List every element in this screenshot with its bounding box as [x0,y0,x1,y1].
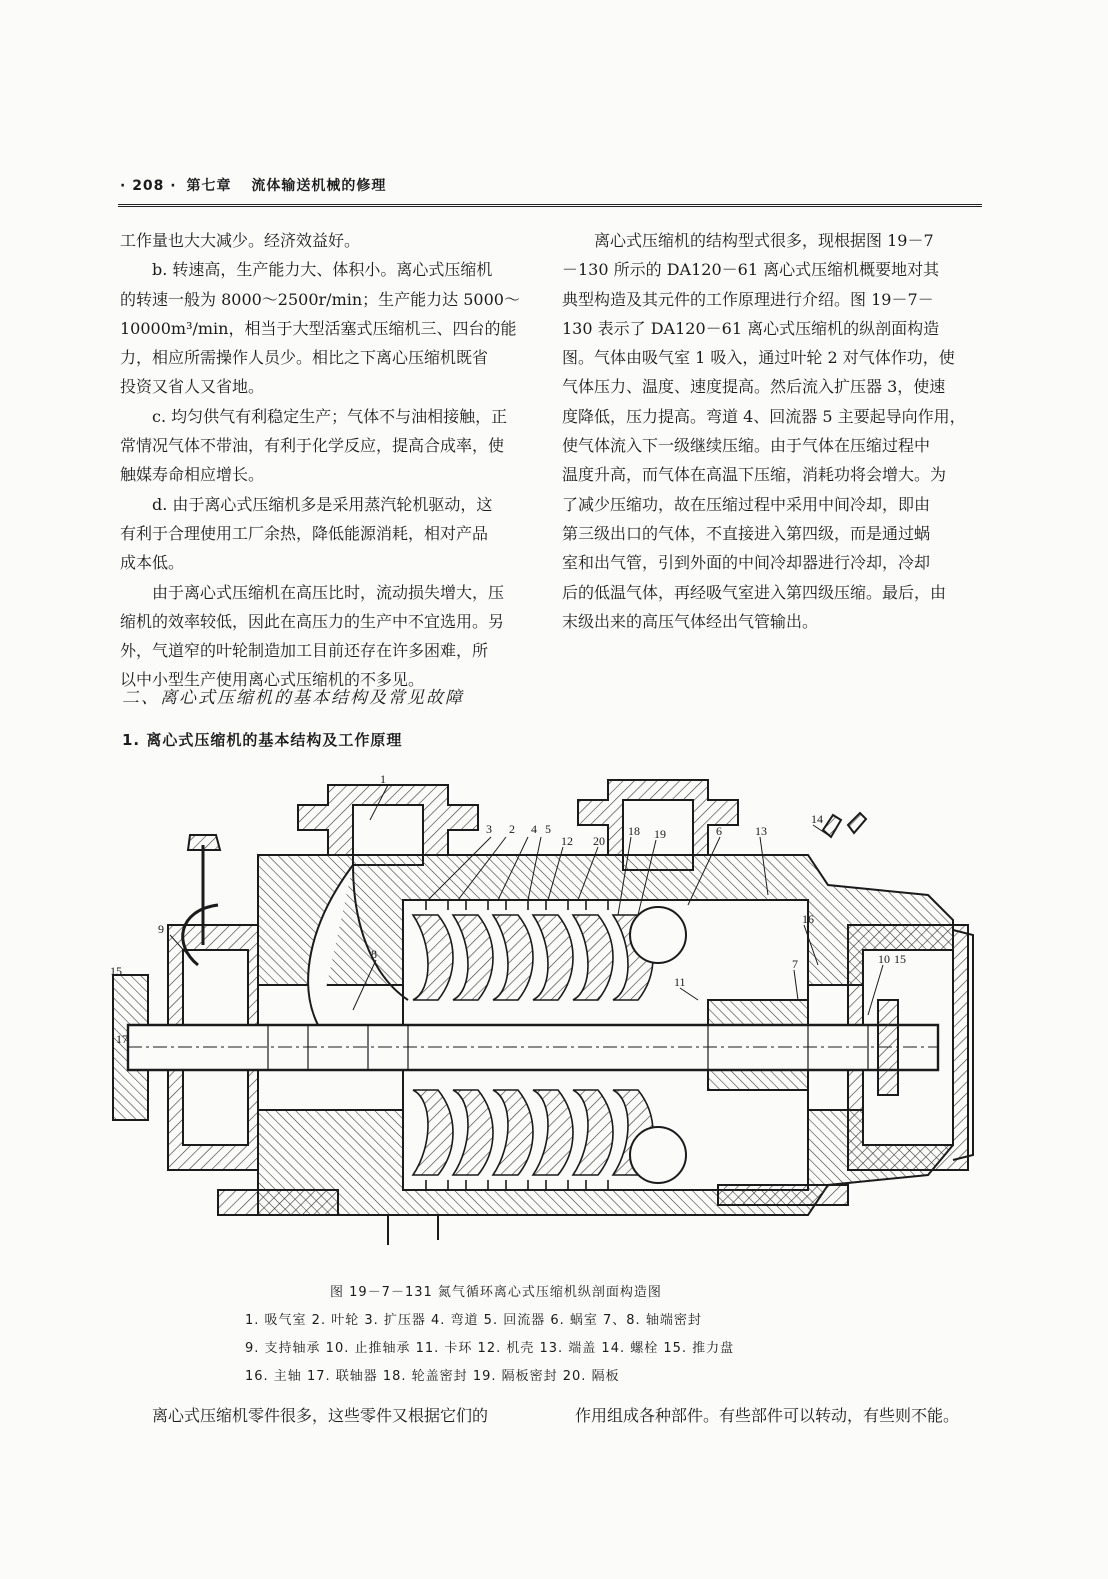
paragraph-line: c. 均匀供气有利稳定生产；气体不与油相接触，正 [152,406,508,426]
legend-line: 16. 主轴 17. 联轴器 18. 轮盖密封 19. 隔板密封 20. 隔板 [245,1369,620,1384]
section-heading: 二、离心式压缩机的基本结构及常见故障 [122,688,464,708]
figure-label: 17 [116,1032,128,1046]
figure-label: 5 [545,822,551,836]
paragraph-line: 缩机的效率较低，因此在高压力的生产中不宜选用。另 [120,611,505,631]
figure-label: 18 [628,824,640,838]
paragraph-line: d. 由于离心式压缩机多是采用蒸汽轮机驱动，这 [152,494,493,514]
paragraph-line: 工作量也大大减少。经济效益好。 [120,231,361,250]
page-number: · 208 · [120,178,177,194]
paragraph-line: －130 所示的 DA120－61 离心式压缩机概要地对其 [562,260,940,280]
paragraph-line: 图。气体由吸气室 1 吸入，通过叶轮 2 对气体作功，使 [562,348,955,368]
paragraph-line: 力，相应所需操作人员少。相比之下离心压缩机既省 [120,348,489,368]
paragraph-line: 常情况气体不带油，有利于化学反应，提高合成率，使 [120,436,505,456]
paragraph-line: 了减少压缩功，故在压缩过程中采用中间冷却，即由 [562,494,931,514]
legend-line: 1. 吸气室 2. 叶轮 3. 扩压器 4. 弯道 5. 回流器 6. 蜗室 7、8. 轴端密封 [245,1313,702,1328]
compressor-cross-section-figure [108,775,978,1250]
figure-label: 3 [486,822,492,836]
subsection-heading: 1. 离心式压缩机的基本结构及工作原理 [122,731,403,749]
right-column [562,226,982,636]
paragraph-line: 10000m³/min，相当于大型活塞式压缩机三、四台的能 [120,318,517,338]
figure-label: 15 [894,952,906,966]
figure-label: 6 [716,824,722,838]
paragraph-line: 室和出气管，引到外面的中间冷却器进行冷却，冷却 [562,553,931,573]
paragraph-line: 离心式压缩机的结构型式很多，现根据图 19－7 [594,231,934,250]
figure-caption: 图 19－7－131 氮气循环离心式压缩机纵剖面构造图 [330,1285,662,1300]
header-rule [118,204,982,207]
paragraph-line: 气体压力、温度、速度提高。然后流入扩压器 3，使速 [562,377,946,397]
figure-label: 1 [380,775,386,786]
paragraph-line: 投资又省人又省地。 [120,377,265,397]
paragraph-line: 有利于合理使用工厂余热，降低能源消耗，相对产品 [120,523,489,543]
paragraph-line: 使气体流入下一级继续压缩。由于气体在压缩过程中 [562,436,931,456]
paragraph-line: 以中小型生产使用离心式压缩机的不多见。 [120,670,425,690]
bottom-text-left: 离心式压缩机零件很多，这些零件又根据它们的 [152,1406,489,1425]
paragraph-line: 外，气道窄的叶轮制造加工目前还存在许多困难，所 [120,641,489,661]
paragraph-line: 温度升高，而气体在高温下压缩，消耗功将会增大。为 [562,465,947,485]
paragraph-line: 触媒寿命相应增长。 [120,465,265,485]
paragraph-line: 度降低，压力提高。弯道 4、回流器 5 主要起导向作用， [562,406,966,426]
figure-label: 11 [674,975,686,989]
figure-label: 7 [792,957,798,971]
left-column [120,226,530,695]
paragraph-line: 130 表示了 DA120－61 离心式压缩机的纵剖面构造 [562,318,940,338]
figure-label: 10 [878,952,890,966]
paragraph-line: 第三级出口的气体，不直接进入第四级，而是通过蜗 [562,523,931,543]
figure-legend [245,1307,734,1391]
chapter-title: 流体输送机械的修理 [251,178,387,194]
paragraph-line: 后的低温气体，再经吸气室进入第四级压缩。最后，由 [562,582,947,602]
paragraph-line: 成本低。 [120,553,185,573]
page-header [120,175,980,197]
paragraph-line: 由于离心式压缩机在高压比时，流动损失增大，压 [152,582,505,602]
figure-label: 14 [811,812,823,826]
paragraph-line: 末级出来的高压气体经出气管输出。 [562,611,819,631]
figure-label: 12 [561,834,573,848]
figure-label: 8 [371,947,377,961]
figure-label: 20 [593,834,605,848]
chapter-label: 第七章 [186,178,232,194]
paragraph-line: b. 转速高，生产能力大、体积小。离心式压缩机 [152,260,493,280]
figure-label: 9 [158,922,164,936]
figure-label: 19 [654,827,666,841]
figure-label: 4 [531,822,537,836]
paragraph-line: 典型构造及其元件的工作原理进行介绍。图 19－7－ [562,289,934,309]
legend-line: 9. 支持轴承 10. 止推轴承 11. 卡环 12. 机壳 13. 端盖 14. 螺栓 15. 推力盘 [245,1341,735,1356]
figure-label: 2 [509,822,515,836]
figure-label: 16 [802,912,814,926]
paragraph-line: 的转速一般为 8000～2500r/min；生产能力达 5000～ [120,289,520,309]
figure-label: 13 [755,824,767,838]
figure-label: 15 [110,964,122,978]
bottom-text-right: 作用组成各种部件。有些部件可以转动，有些则不能。 [575,1406,960,1425]
